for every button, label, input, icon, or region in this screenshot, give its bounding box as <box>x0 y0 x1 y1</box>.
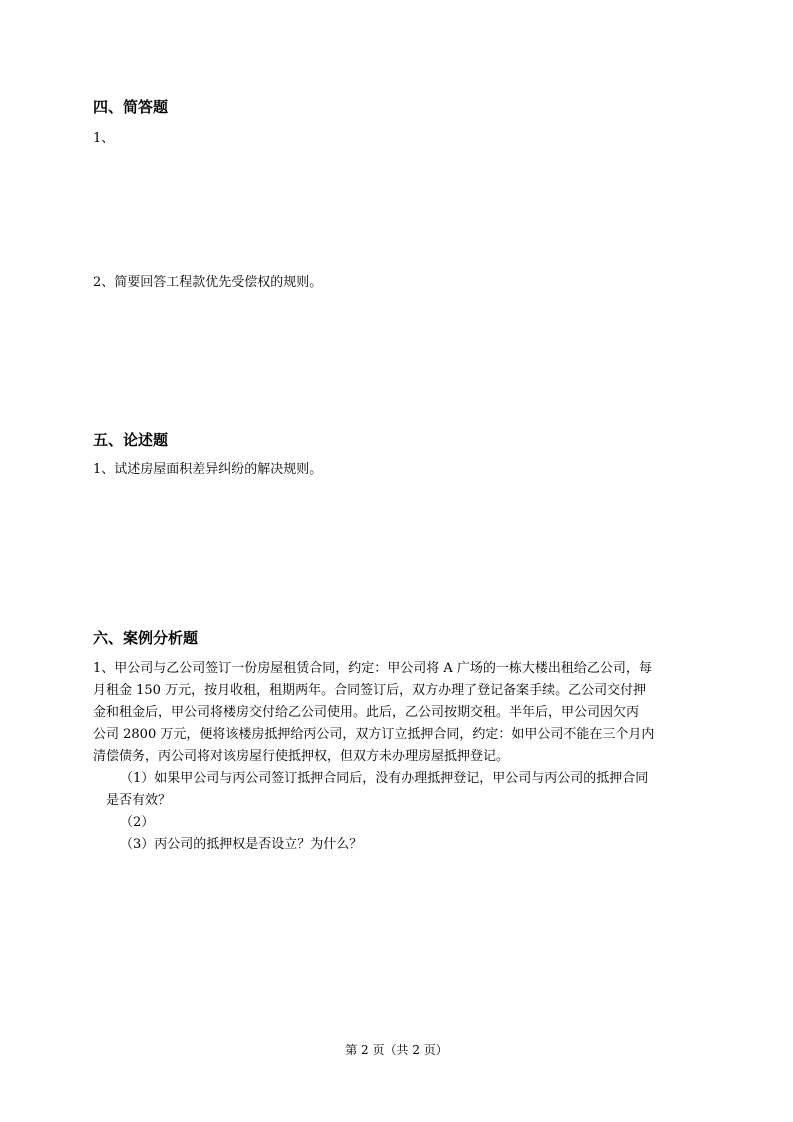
sub-question-1-line-1: （1）如果甲公司与丙公司签订抵押合同后，没有办理抵押登记，甲公司与丙公司的抵押合同 <box>120 771 649 786</box>
case-text-line-3: 金和租金后，甲公司将楼房交付给乙公司使用。此后，乙公司按期交租。半年后，甲公司因欠丙 <box>93 705 640 720</box>
sub-question-2: （2） <box>120 815 155 830</box>
case-text-line-1: 1、甲公司与乙公司签订一份房屋租赁合同，约定：甲公司将 A 广场的一栋大楼出租给乙公司，每 <box>93 661 652 676</box>
case-text-line-2: 月租金 150 万元，按月收租，租期两年。合同签订后，双方办理了登记备案手续。乙公司交付押 <box>93 683 647 698</box>
section-6-heading: 六、案例分析题 <box>93 629 199 647</box>
section-4-question-2: 2、简要回答工程款优先受偿权的规则。 <box>93 275 323 290</box>
page-footer: 第 2 页（共 2 页） <box>345 1043 448 1057</box>
section-4-question-1: 1、 <box>93 131 115 146</box>
case-text-line-5: 清偿债务，丙公司将对该房屋行使抵押权，但双方未办理房屋抵押登记。 <box>93 749 510 764</box>
section-5-heading: 五、论述题 <box>93 431 169 449</box>
sub-question-3: （3）丙公司的抵押权是否设立？为什么？ <box>120 837 363 852</box>
section-4-heading: 四、简答题 <box>93 98 169 116</box>
sub-question-1-line-2: 是否有效？ <box>106 793 172 808</box>
case-text-line-4: 公司 2800 万元，便将该楼房抵押给丙公司，双方订立抵押合同，约定：如甲公司不能在三个月内 <box>93 727 655 742</box>
section-5-question-1: 1、试述房屋面积差异纠纷的解决规则。 <box>93 462 323 477</box>
